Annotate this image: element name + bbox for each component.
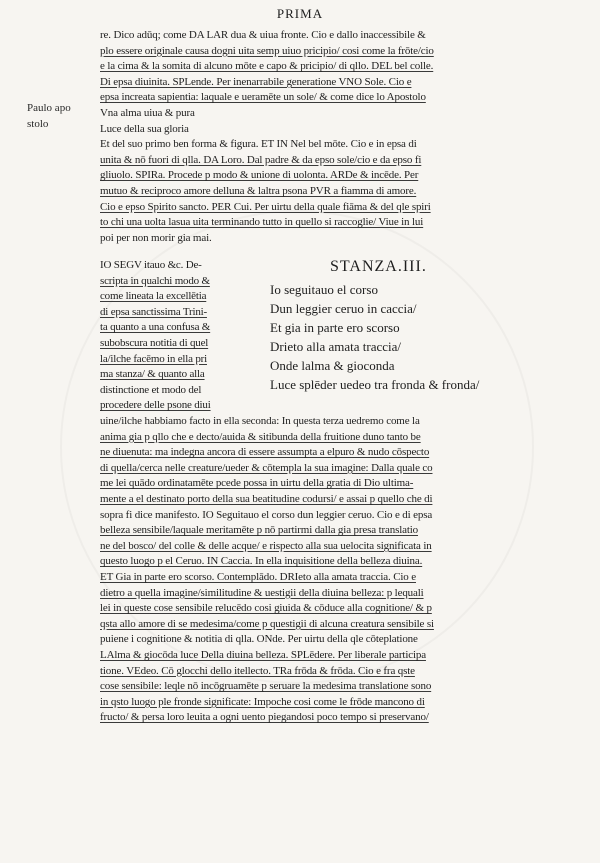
text-line: IO SEGV itauo &c. De-	[100, 259, 202, 271]
text-line: ne del bosco/ del colle & delle acque/ e rispecto alla sua uelocita significata in	[100, 539, 432, 552]
text-line: ma stanza/ & quanto alla	[100, 368, 205, 381]
stanza-verses	[270, 258, 560, 394]
text-line: ta quanto a una confusa &	[100, 321, 211, 334]
text-line: re. Dico adūq; come DA LAR dua & uiua fronte. Cio e dallo inaccessibile &	[100, 29, 426, 41]
stanza-section	[100, 258, 560, 414]
text-line: Di epsa diuinita. SPLende. Per inenarrabile generatione VNO Sole. Cio e	[100, 75, 412, 88]
text-line: lei in queste cose sensibile relucēdo cosi giuida & cōduce alla cognitione/ & p	[100, 602, 432, 615]
text-line: scripta in qualchi modo &	[100, 274, 210, 287]
verse-line: Onde lalma & gioconda	[270, 358, 395, 373]
running-head: PRIMA	[276, 6, 324, 21]
text-line: poi per non morir gia mai.	[100, 231, 212, 244]
stanza-title: STANZA.III.	[330, 258, 427, 275]
text-line: Vna alma uiua & pura	[100, 106, 195, 119]
text-line: mutuo & reciproco amore delluna & laltra psona PVR a fiamma di amore.	[100, 184, 417, 197]
text-line: fructo/ & persa loro leuita a ogni uento piegandosi poco tempo si preservano/	[100, 711, 429, 724]
text-line: e la cima & la somita di alcuno mōte e capo & pricipio/ di qllo. DEL bel colle.	[100, 60, 434, 73]
verse-line: Luce splēder uedeo tra fronda & fronda/	[270, 377, 480, 392]
text-line: belleza sensibile/laquale meritamēte p nō partirmi dalla gia presa translatio	[100, 524, 419, 537]
text-line: cose sensibile: leqle nō incōgruamēte p seruare la medesima translatione sono	[100, 680, 432, 693]
text-line: qsta allo amore di se medesima/come p questigii di alcuna creatura sensibile si	[100, 617, 434, 630]
text-line: di epsa sanctissima Trini-	[100, 305, 207, 318]
text-line: Luce della sua gloria	[100, 122, 189, 135]
text-line: di quella/cerca nelle creature/ueder & cōtempla la sua imagine: Dalla quale co	[100, 461, 433, 474]
text-line: mente a el destinato porto della sua beatitudine codursi/ e assai p quello che di	[100, 492, 433, 505]
text-line: la/ilche facēmo in ella pri	[100, 352, 207, 365]
text-line: LAlma & giocōda luce Della diuina belleza. SPLēdere. Per liberale participa	[100, 648, 426, 661]
text-line: sopra fi dice manifesto. IO Seguitauo el corso dun leggier ceruo. Cio e di epsa	[100, 508, 433, 521]
text-line: uine/ilche habbiamo facto in ella seconda: In questa terza uedremo come la	[100, 415, 420, 427]
text-line: to chi una uolta lasua uita terminando tutto in quello si raccoglie/ Viue in lui	[100, 216, 424, 229]
verse-line: Et gia in parte ero scorso	[270, 320, 400, 335]
text-line: subobscura notitia di quel	[100, 336, 209, 349]
text-line: gliuolo. SPIRa. Procede p modo & unione di uolonta. ARDe & incēde. Per	[100, 169, 419, 182]
text-line: procedere delle psone diui	[100, 399, 211, 412]
commentary-top	[100, 28, 550, 246]
text-line: dietro a quella imagine/similitudine & uestigii della diuina belleza: p lequali	[100, 586, 424, 599]
text-line: ET Gia in parte ero scorso. Contemplādo. DRIeto alla amata traccia. Cio e	[100, 570, 416, 583]
text-line: unita & nō fuori di qlla. DA Loro. Dal padre & da epso sole/cio e da epso fi	[100, 153, 422, 166]
text-line: Et del suo primo ben forma & figura. ET IN Nel bel mōte. Cio e in epsa di	[100, 138, 417, 151]
text-line: ne diuenuta: ma indegna ancora di essere assumpta a elpuro & nudo cōspecto	[100, 446, 430, 459]
text-line: questo luogo p el Ceruo. IN Caccia. In ella inquisitione della belleza diuina.	[100, 555, 423, 568]
verse-line: Dun leggier ceruo in caccia/	[270, 301, 417, 316]
margin-note-line: stolo	[27, 118, 49, 130]
text-line: plo essere originale causa dogni uita semp uiuo pricipio/ cosi come la frōte/cio	[100, 44, 434, 57]
text-line: epsa increata sapientia: laquale e ueramēte un sole/ & come dice lo Apostolo	[100, 91, 426, 104]
text-line: puiene i cognitione & notitia di qlla. ONde. Per uirtu della qle cōteplatione	[100, 633, 418, 646]
margin-note	[27, 100, 97, 132]
text-line: in qsto luogo ple fronde significate: Impoche cosi come le frōde mancono di	[100, 695, 425, 708]
text-line: anima gia p qllo che e decto/auida & sitibunda della fruitione duno tanto be	[100, 430, 421, 443]
commentary-side	[100, 258, 260, 414]
verse-line: Io seguitauo el corso	[270, 282, 378, 297]
commentary-bottom	[100, 414, 550, 726]
text-line: come lineata la excellētia	[100, 290, 207, 303]
text-line: me lei quādo ordinatamēte pcede possa in uirtu della gratia di Dio ultima-	[100, 477, 414, 490]
text-line: tione. VEdeo. Cō glocchi dello itellecto. TRa frōda & frōda. Cio e fra qste	[100, 664, 415, 677]
text-line: distinctione et modo del	[100, 383, 202, 396]
verse-line: Drieto alla amata traccia/	[270, 339, 402, 354]
text-line: Cio e epso Spirito sancto. PER Cui. Per uirtu della quale fiāma & del qle spiri	[100, 200, 431, 213]
margin-note-line: Paulo apo	[27, 102, 71, 114]
